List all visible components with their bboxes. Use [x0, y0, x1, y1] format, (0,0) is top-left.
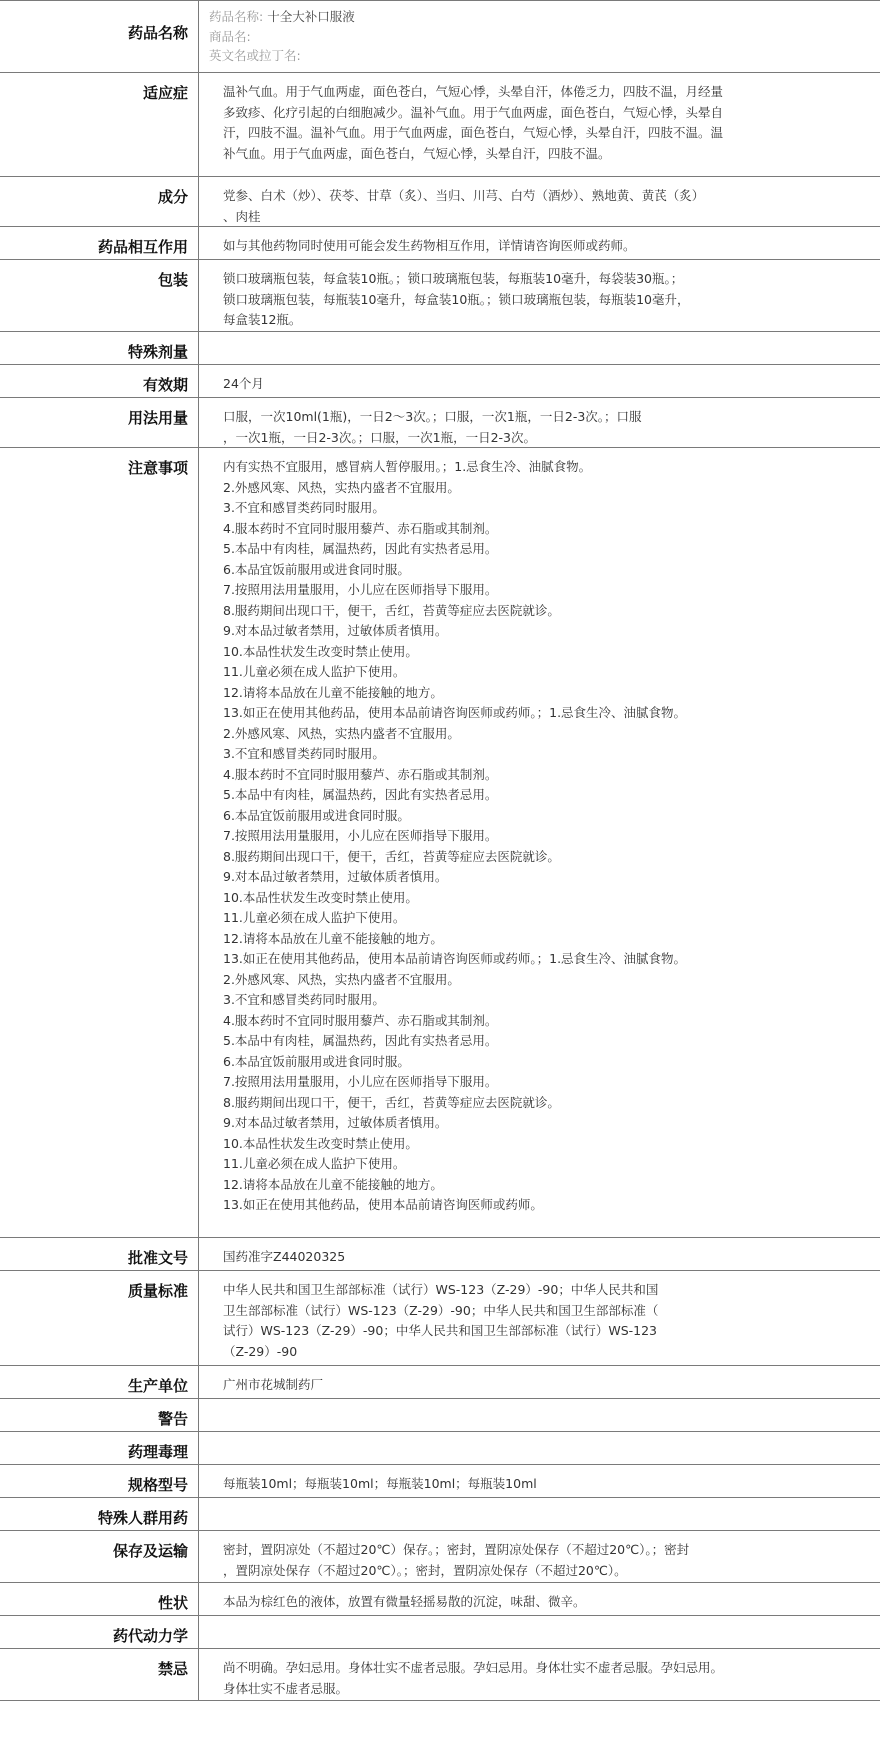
value-line: 6.本品宜饭前服用或进食同时服。 [223, 807, 410, 823]
value-line: 11.儿童必须在成人监护下使用。 [223, 910, 406, 925]
value-line: 11.儿童必须在成人监护下使用。 [223, 664, 406, 679]
value-line: 党参、白术（炒）、茯苓、甘草（炙）、当归、川芎、白芍（酒炒）、熟地黄、黄芪（炙） [223, 188, 705, 203]
value-line: 11.儿童必须在成人监护下使用。 [223, 1156, 406, 1171]
row-storage-transport [0, 1531, 880, 1583]
value-line: 、肉桂 [223, 208, 261, 224]
value-line: （Z-29）-90 [223, 1343, 298, 1359]
row-value [199, 332, 880, 364]
row-value [199, 398, 880, 447]
row-label: 适应症 [0, 73, 199, 176]
row-value [199, 1583, 880, 1615]
value-line: 7.按照用法用量服用，小儿应在医师指导下服用。 [223, 828, 498, 843]
value-line: 密封，置阴凉处（不超过20℃）保存。；密封，置阴凉处保存（不超过20℃）。；密封 [223, 1542, 690, 1557]
value-line: 24个月 [223, 376, 264, 391]
value-line: 9.对本品过敏者禁用，过敏体质者慎用。 [223, 623, 448, 638]
value-line: 10.本品性状发生改变时禁止使用。 [223, 889, 418, 905]
row-label: 药品名称 [0, 1, 199, 72]
row-value [199, 1616, 880, 1648]
value-line: 广州市花城制药厂 [223, 1377, 324, 1392]
row-value [199, 1399, 880, 1431]
row-label: 注意事项 [0, 448, 199, 1237]
value-line: 12.请将本品放在儿童不能接触的地方。 [223, 684, 443, 700]
row-value [199, 177, 880, 226]
value-line: 如与其他药物同时使用可能会发生药物相互作用，详情请咨询医师或药师。 [223, 238, 636, 253]
value-line: 锁口玻璃瓶包装，每瓶装10毫升，每盒装10瓶。；锁口玻璃瓶包装，每瓶装10毫升， [223, 291, 690, 307]
value-line: 试行）WS-123（Z-29）-90；中华人民共和国卫生部部标准（试行）WS-123 [223, 1323, 658, 1338]
value-line: 9.对本品过敏者禁用，过敏体质者慎用。 [223, 1115, 448, 1130]
row-value [199, 1531, 880, 1582]
value-line: 每盒装12瓶。 [223, 312, 302, 327]
value-line: 7.按照用法用量服用，小儿应在医师指导下服用。 [223, 1074, 498, 1089]
row-value [199, 227, 880, 259]
row-specification [0, 1465, 880, 1498]
row-contraindications [0, 1649, 880, 1701]
value-line: 汗，四肢不温。温补气血。用于气血两虚，面色苍白，气短心悸，头晕自汗，四肢不温。温 [223, 125, 724, 140]
row-description [0, 1583, 880, 1616]
row-label: 用法用量 [0, 398, 199, 447]
value-line: 2.外感风寒、风热，实热内盛者不宜服用。 [223, 479, 460, 495]
value-line: 10.本品性状发生改变时禁止使用。 [223, 1135, 418, 1151]
value-line: 5.本品中有肉桂，属温热药，因此有实热者忌用。 [223, 787, 498, 802]
value-line: 锁口玻璃瓶包装，每盒装10瓶。；锁口玻璃瓶包装，每瓶装10毫升，每袋装30瓶。； [223, 271, 684, 286]
row-label: 警告 [0, 1399, 199, 1431]
row-usage-dosage [0, 398, 880, 448]
row-special-dosage [0, 332, 880, 365]
value-line: 5.本品中有肉桂，属温热药，因此有实热者忌用。 [223, 1033, 498, 1048]
value-line: 多致疹、化疗引起的白细胞减少。温补气血。用于气血两虚，面色苍白，气短心悸，头晕自 [223, 104, 724, 120]
row-label: 保存及运输 [0, 1531, 199, 1582]
row-label: 包装 [0, 260, 199, 331]
row-value [199, 365, 880, 397]
value-line: 5.本品中有肉桂，属温热药，因此有实热者忌用。 [223, 541, 498, 556]
value-line: 8.服药期间出现口干，便干，舌红，苔黄等症应去医院就诊。 [223, 602, 560, 618]
row-approval-number [0, 1238, 880, 1271]
row-label: 特殊剂量 [0, 332, 199, 364]
row-value [199, 73, 880, 176]
row-special-populations [0, 1498, 880, 1531]
value-line: 8.服药期间出现口干，便干，舌红，苔黄等症应去医院就诊。 [223, 1094, 560, 1110]
drug-name-line [209, 7, 860, 27]
value-line: 13.如正在使用其他药品，使用本品前请咨询医师或药师。 [223, 1197, 543, 1212]
value-line: 6.本品宜饭前服用或进食同时服。 [223, 561, 410, 577]
row-precautions [0, 448, 880, 1238]
row-label: 成分 [0, 177, 199, 226]
row-label: 药理毒理 [0, 1432, 199, 1464]
value-line: 补气血。用于气血两虚，面色苍白，气短心悸，头晕自汗，四肢不温。 [223, 145, 611, 161]
value-line: 12.请将本品放在儿童不能接触的地方。 [223, 930, 443, 946]
row-ingredients [0, 177, 880, 227]
row-value [199, 1649, 880, 1700]
drug-name-value: 十全大补口服液 [267, 9, 355, 24]
row-packaging [0, 260, 880, 332]
value-line: 13.如正在使用其他药品，使用本品前请咨询医师或药师。；1.忌食生冷、油腻食物。 [223, 705, 687, 720]
value-line: 卫生部部标准（试行）WS-123（Z-29）-90；中华人民共和国卫生部部标准（ [223, 1302, 659, 1318]
english-name-label: 英文名或拉丁名: [209, 48, 301, 63]
value-line: 2.外感风寒、风热，实热内盛者不宜服用。 [223, 725, 460, 741]
name-values [199, 1, 880, 72]
value-line: 2.外感风寒、风热，实热内盛者不宜服用。 [223, 971, 460, 987]
value-line: 中华人民共和国卫生部部标准（试行）WS-123（Z-29）-90；中华人民共和国 [223, 1282, 659, 1297]
value-line: 12.请将本品放在儿童不能接触的地方。 [223, 1176, 443, 1192]
row-value [199, 448, 880, 1237]
value-line: 3.不宜和感冒类药同时服用。 [223, 746, 385, 761]
row-value [199, 1498, 880, 1530]
row-value [199, 1366, 880, 1398]
value-line: 7.按照用法用量服用，小儿应在医师指导下服用。 [223, 582, 498, 597]
row-value [199, 1238, 880, 1270]
value-line: ，一次1瓶，一日2-3次。；口服，一次1瓶，一日2-3次。 [223, 429, 536, 445]
row-interactions [0, 227, 880, 260]
value-line: 身体壮实不虚者忌服。 [223, 1680, 349, 1696]
value-line: 3.不宜和感冒类药同时服用。 [223, 500, 385, 515]
value-line: 温补气血。用于气血两虚，面色苍白，气短心悸，头晕自汗，体倦乏力，四肢不温，月经量 [223, 84, 724, 99]
value-line: 4.服本药时不宜同时服用藜芦、赤石脂或其制剂。 [223, 766, 498, 782]
value-line: 内有实热不宜服用，感冒病人暂停服用。；1.忌食生冷、油腻食物。 [223, 459, 592, 474]
row-warning [0, 1399, 880, 1432]
row-pharmacology-toxicology [0, 1432, 880, 1465]
value-line: 尚不明确。孕妇忌用。身体壮实不虚者忌服。孕妇忌用。身体壮实不虚者忌服。孕妇忌用。 [223, 1660, 724, 1675]
row-label: 性状 [0, 1583, 199, 1615]
value-line: 每瓶装10ml；每瓶装10ml；每瓶装10ml；每瓶装10ml [223, 1476, 537, 1491]
row-label: 有效期 [0, 365, 199, 397]
row-label: 规格型号 [0, 1465, 199, 1497]
value-line: 8.服药期间出现口干，便干，舌红，苔黄等症应去医院就诊。 [223, 848, 560, 864]
row-label: 药品相互作用 [0, 227, 199, 259]
trade-name-label: 商品名: [209, 28, 251, 44]
row-label: 质量标准 [0, 1271, 199, 1365]
value-line: 6.本品宜饭前服用或进食同时服。 [223, 1053, 410, 1069]
row-value [199, 260, 880, 331]
drug-name-label: 药品名称: [209, 9, 264, 24]
value-line: 4.服本药时不宜同时服用藜芦、赤石脂或其制剂。 [223, 520, 498, 536]
row-indications [0, 73, 880, 177]
row-label: 药代动力学 [0, 1616, 199, 1648]
value-line: 9.对本品过敏者禁用，过敏体质者慎用。 [223, 869, 448, 884]
value-line: 13.如正在使用其他药品，使用本品前请咨询医师或药师。；1.忌食生冷、油腻食物。 [223, 951, 687, 966]
value-line: ，置阴凉处保存（不超过20℃）。；密封，置阴凉处保存（不超过20℃）。 [223, 1562, 627, 1578]
row-manufacturer [0, 1366, 880, 1399]
row-label: 生产单位 [0, 1366, 199, 1398]
value-line: 3.不宜和感冒类药同时服用。 [223, 992, 385, 1007]
row-value [199, 1271, 880, 1365]
row-quality-standard [0, 1271, 880, 1366]
row-drug-name [0, 1, 880, 73]
row-label: 批准文号 [0, 1238, 199, 1270]
row-value [199, 1432, 880, 1464]
row-value [199, 1465, 880, 1497]
value-line: 口服，一次10ml(1瓶)，一日2～3次。；口服，一次1瓶，一日2-3次。；口服 [223, 409, 642, 424]
row-label: 禁忌 [0, 1649, 199, 1700]
row-pharmacokinetics [0, 1616, 880, 1649]
value-line: 国药准字Z44020325 [223, 1249, 346, 1264]
value-line: 4.服本药时不宜同时服用藜芦、赤石脂或其制剂。 [223, 1012, 498, 1028]
value-line: 10.本品性状发生改变时禁止使用。 [223, 643, 418, 659]
row-shelf-life [0, 365, 880, 398]
value-line: 本品为棕红色的液体，放置有微量轻摇易散的沉淀，味甜、微辛。 [223, 1594, 586, 1609]
row-label: 特殊人群用药 [0, 1498, 199, 1530]
